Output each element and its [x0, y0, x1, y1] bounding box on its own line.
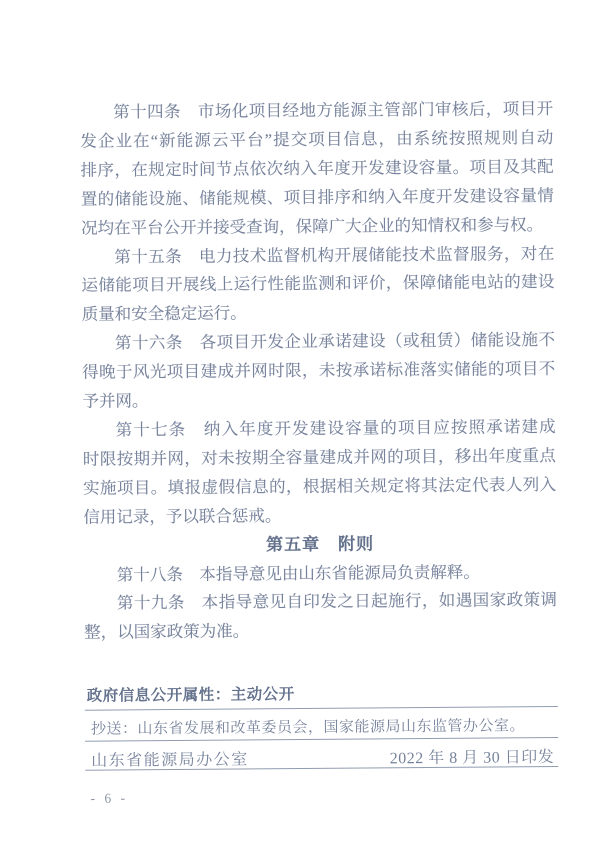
- text-line: 第十五条 电力技术监督机构开展储能技术监督服务，对在: [114, 243, 555, 267]
- text-line: 得晚于风光项目建成并网时限，未按承诺标准落实储能的项目不: [82, 359, 556, 382]
- text-line: 质量和安全稳定运行。: [81, 303, 247, 325]
- separator-rule-top: [85, 706, 558, 711]
- paragraph-article-18: [84, 558, 557, 591]
- text-line: 况均在平台公开并接受查询，保障广大企业的知情权和参与权。: [80, 214, 544, 238]
- page-number: - 6 -: [90, 790, 129, 806]
- paragraph-article-14: [80, 95, 554, 243]
- text-line: 时限按期并网，对未按期全容量建成并网的项目，移出年度重点: [82, 445, 556, 469]
- text-line: 置的储能设施、储能规模、项目排序和纳入年度开发建设容量情: [80, 185, 554, 209]
- text-line: 第十七条 纳入年度开发建设容量的项目应按照承诺建成: [115, 417, 556, 440]
- text-line: 第十八条 本指导意见由山东省能源局负责解释。: [116, 562, 480, 584]
- text-line: 信用记录，予以联合惩戒。: [83, 505, 282, 527]
- text-line: 第十四条 市场化项目经地方能源主管部门审核后，项目开: [113, 99, 554, 122]
- text-line: 排序，在规定时间节点依次纳入年度开发建设容量。项目及其配: [80, 156, 554, 180]
- text-line: 第十九条 本指导意见自印发之日起施行，如遇国家政策调: [116, 590, 558, 613]
- text-line: 发企业在“新能源云平台”提交项目信息，由系统按照规则自动: [80, 127, 554, 151]
- paragraph-article-19: [84, 586, 557, 648]
- paragraph-article-16: [82, 326, 556, 416]
- disclosure-attribute-label: 政府信息公开属性：主动公开: [86, 686, 295, 705]
- issuer-name: 山东省能源局办公室: [91, 751, 249, 770]
- text-line: 整，以国家政策为准。: [84, 621, 250, 643]
- text-line: 实施项目。填报虚假信息的，根据相关规定将其法定代表人列入: [83, 474, 557, 498]
- cc-line: 抄送：山东省发展和改革委员会，国家能源局山东监管办公室。: [90, 718, 526, 738]
- paragraph-article-15: [81, 240, 555, 330]
- text-line: 予并网。: [82, 391, 149, 411]
- paragraph-article-17: [83, 413, 557, 532]
- document-footer: [85, 678, 559, 778]
- text-line: 运储能项目开展线上运行性能监测和评价，保障储能电站的建设: [81, 272, 555, 296]
- print-date: 2022 年 8 月 30 日印发: [389, 749, 555, 768]
- chapter-heading: 第五章 附则: [265, 534, 375, 554]
- text-line: 第十六条 各项目开发企业承诺建设（或租赁）储能设施不: [114, 330, 556, 353]
- document-body: [80, 95, 557, 648]
